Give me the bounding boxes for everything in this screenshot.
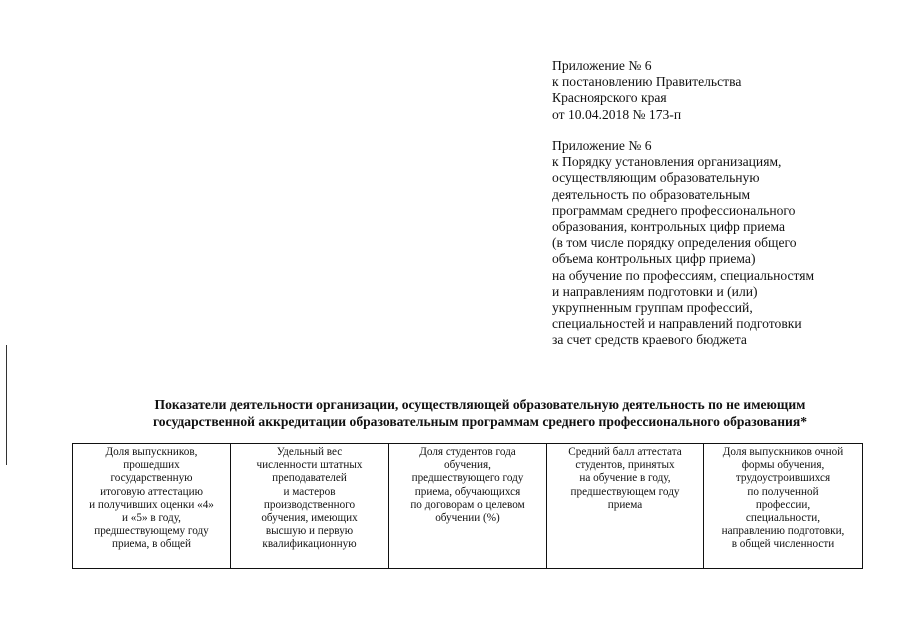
appendix-line: Красноярского края: [552, 90, 667, 106]
title-line: государственной аккредитации образовательным программам среднего профессионального образования*: [152, 413, 808, 429]
appendix-line: образования, контрольных цифр приема: [552, 219, 786, 235]
appendix-line: к Порядку установления организациям,: [552, 154, 782, 170]
header-cell-graduates-grades: Доля выпускников, прошедших государственную итоговую аттестацию и получивших оценки «4» и «5» в году, предшествующему году приема, в общей: [73, 444, 231, 569]
appendix-line: и направлениям подготовки и (или): [552, 283, 758, 299]
scan-margin-line: [6, 345, 7, 465]
appendix-line: осуществляющим образовательную: [552, 170, 760, 186]
appendix-line: (в том числе порядку определения общего: [552, 235, 797, 251]
appendix-line: к постановлению Правительства: [552, 74, 742, 90]
appendix-line: программам среднего профессионального: [552, 202, 796, 218]
appendix-line: объема контрольных цифр приема): [552, 251, 756, 267]
indicators-table: [72, 443, 863, 569]
table-header-row: [73, 444, 863, 569]
appendix-line: укрупненным группам профессий,: [552, 300, 753, 316]
appendix-line: на обучение по профессиям, специальностям: [552, 267, 815, 283]
appendix-line: деятельность по образовательным: [552, 186, 751, 202]
appendix-line: специальностей и направлений подготовки: [552, 316, 802, 332]
header-cell-targeted-training: Доля студентов года обучения, предшествующего году приема, обучающихся по договорам о целевом обучении (%): [389, 444, 547, 569]
appendix-line: за счет средств краевого бюджета: [552, 332, 747, 348]
appendix-procedure: [552, 138, 882, 349]
appendix-line: Приложение № 6: [552, 138, 652, 153]
header-cell-average-certificate-score: Средний балл аттестата студентов, принятых на обучение в году, предшествующем году приема: [547, 444, 704, 569]
document-title: [80, 397, 880, 430]
appendix-line: Приложение № 6: [552, 58, 652, 73]
header-cell-employed-graduates: Доля выпускников очной формы обучения, трудоустроившихся по полученной профессии, специальности, направлению подготовки, в общей численности: [704, 444, 863, 569]
appendix-government-resolution: [552, 58, 882, 123]
title-line: Показатели деятельности организации, осуществляющей образовательную деятельность по не имеющим: [154, 397, 806, 412]
appendix-line: от 10.04.2018 № 173-п: [552, 106, 682, 122]
header-cell-staff-qualification: Удельный вес численности штатных преподавателей и мастеров производственного обучения, имеющих высшую и первую квалификационную: [231, 444, 389, 569]
